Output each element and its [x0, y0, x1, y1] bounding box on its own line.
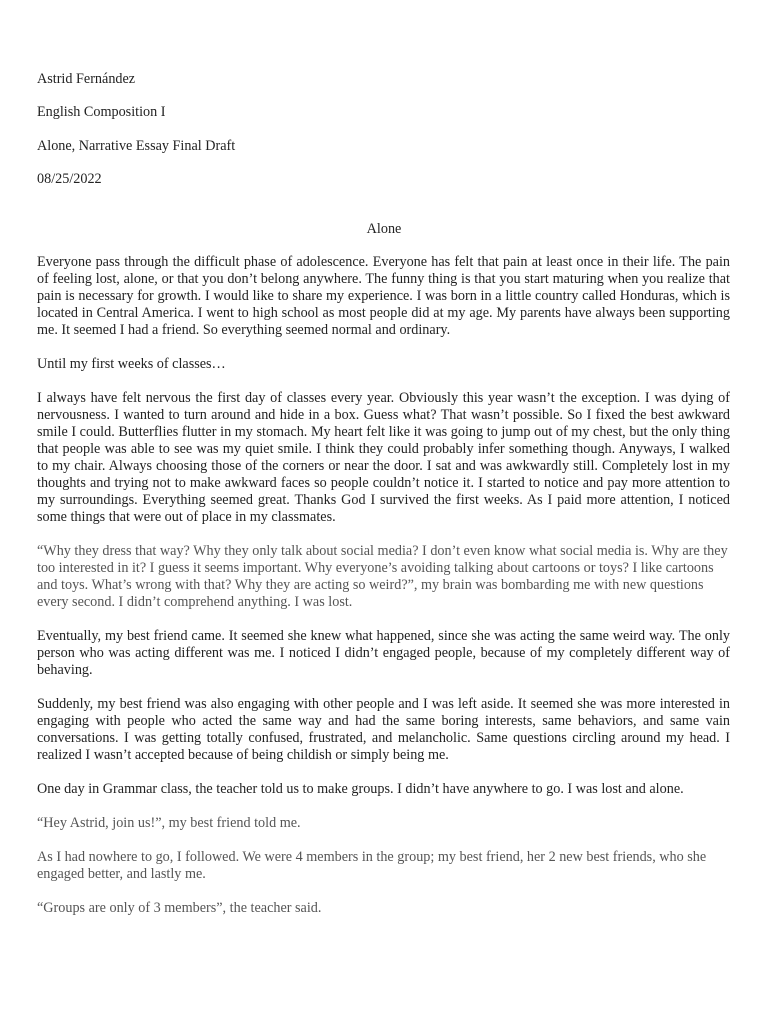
- assignment-title: Alone, Narrative Essay Final Draft: [37, 138, 236, 154]
- paragraph-grammar-class: One day in Grammar class, the teacher told us to make groups. I didn’t have anywhere to go. I was lost and alone.: [37, 781, 684, 797]
- author-name: Astrid Fernández: [37, 71, 136, 87]
- paragraph-join-us: “Hey Astrid, join us!”, my best friend told me.: [37, 815, 301, 831]
- paragraph-questions: “Why they dress that way? Why they only talk about social media? I don’t even know what social media is. Why are they too interested in it? I guess it seems important. Why everyone’s avoiding talking about cartoons or toys? I like cartoons and toys. What’s wrong with that? Why they are acting so weird?”, my brain was bombarding me with new questions every second. I didn’t comprehend anything. I was lost.: [37, 543, 728, 610]
- essay-body: [37, 254, 730, 934]
- essay-title: Alone: [366, 221, 402, 237]
- paragraph-followed: As I had nowhere to go, I followed. We were 4 members in the group; my best friend, her 2 new best friends, who she engaged better, and lastly me.: [37, 849, 707, 882]
- paragraph-until: Until my first weeks of classes…: [37, 356, 226, 372]
- essay-date: 08/25/2022: [37, 171, 102, 187]
- paragraph-first-day: I always have felt nervous the first day of classes every year. Obviously this year wasn’t the exception. I was dying of nervousness. I wanted to turn around and hide in a box. Guess what? That wasn’t possible. So I fixed the best awkward smile I could. Butterflies flutter in my stomach. My heart felt like it was going to jump out of my chest, but the only thing that people was able to see was my quiet smile. I think they could probably infer something though. Anyways, I walked to my chair. Always choosing those of the corners or near the door. I sat and was awkwardly still. Completely lost in my thoughts and trying not to make awkward faces so people couldn’t notice it. I started to notice and pay more attention to my surroundings. Everything seemed great. Thanks God I survived the first weeks. As I paid more attention, I noticed some things that were out of place in my classmates.: [37, 390, 730, 525]
- paragraph-left-aside: Suddenly, my best friend was also engaging with other people and I was left aside. It seemed she was more interested in engaging with people who acted the same way and had the same boring interests, same behaviors, and same vain conversations. I was getting totally confused, frustrated, and melancholic. Same questions circling around my head. I realized I wasn’t accepted because of being childish or simply being me.: [37, 696, 730, 763]
- paragraph-intro: Everyone pass through the difficult phase of adolescence. Everyone has felt that pain at least once in their life. The pain of feeling lost, alone, or that you don’t belong anywhere. The funny thing is that you start maturing when you realize that pain is necessary for growth. I would like to share my experience. I was born in a little country called Honduras, which is located in Central America. I went to high school as most people did at my age. My parents have always been supporting me. It seemed I had a friend. So everything seemed normal and ordinary.: [37, 254, 730, 338]
- paragraph-best-friend: Eventually, my best friend came. It seemed she knew what happened, since she was acting the same weird way. The only person who was acting different was me. I noticed I didn’t engaged people, because of my completely different way of behaving.: [37, 628, 730, 678]
- paragraph-teacher-said: “Groups are only of 3 members”, the teacher said.: [37, 900, 322, 916]
- course-name: English Composition I: [37, 104, 166, 120]
